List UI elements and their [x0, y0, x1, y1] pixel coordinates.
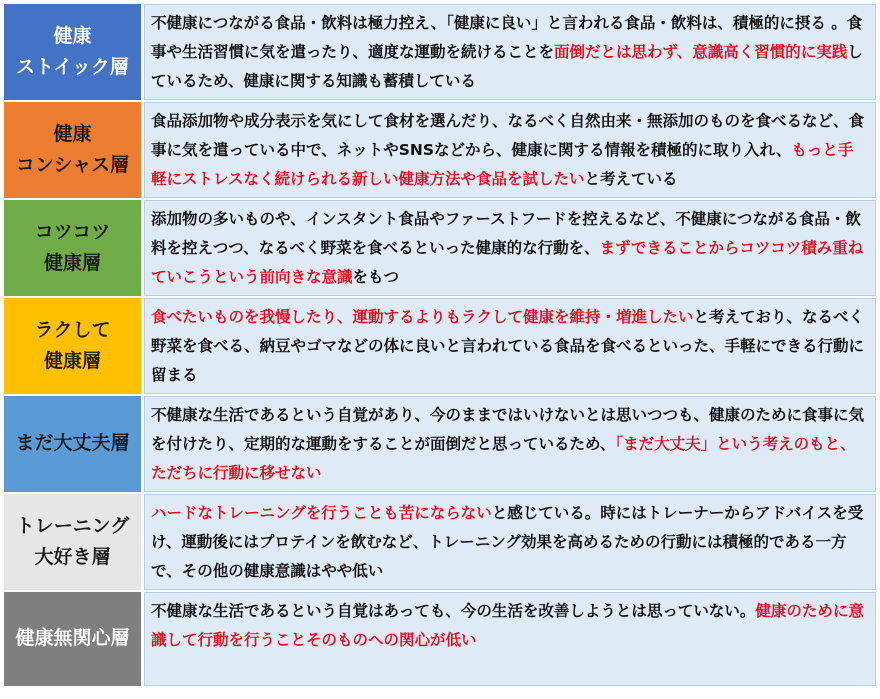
segment-label — [4, 102, 144, 198]
table-row — [4, 4, 876, 100]
segment-label-line: 健康層 — [43, 350, 101, 372]
segment-label-line: 大好き層 — [34, 546, 111, 568]
segment-label-line: ラクして — [34, 318, 111, 341]
segment-label — [4, 494, 144, 590]
description-text: しているため、健康に関する知識も蓄積している — [151, 43, 863, 90]
description-text: 添加物の多いものや、インスタント食品やファーストフードを控えるなど、不健康につながる食品・飲料を控えつつ、なるべく野菜を食べるといった健康的な行動を、 — [151, 210, 861, 257]
segment-label — [4, 4, 144, 100]
segment-description — [144, 298, 876, 394]
description-highlight: ハードなトレーニングを行うことも苦にならない — [151, 504, 492, 522]
segment-description — [144, 494, 876, 590]
segment-label-line: 健康 — [53, 122, 92, 145]
segment-label-line: ストイック層 — [16, 56, 129, 78]
description-text: 不健康につながる食品・飲料は極力控え、「健康に良い」と言われる食品・飲料は、積極的に摂る 。食事や生活習慣に気を遣ったり、適度な運動を続けることを — [151, 14, 863, 61]
segment-label — [4, 200, 144, 296]
table-row — [4, 592, 876, 686]
segment-description — [144, 102, 876, 198]
description-highlight: 健康のために意識して行動を行うことそのものへの関心が低い — [151, 602, 864, 649]
description-text: をもつ — [352, 268, 400, 286]
description-text: 不健康な生活であるという自覚があり、今のままではいけないとは思いつつも、健康のために食事に気を付けたり、定期的な運動をすることが面倒だと思っているため、 — [151, 406, 865, 453]
description-text: と考えている — [584, 170, 678, 188]
segment-description — [144, 200, 876, 296]
segment-label-line: 健康 — [53, 24, 92, 47]
segment-label — [4, 298, 144, 394]
description-highlight: 「まだ大丈夫」という考えのもと、ただちに行動に移せない — [151, 435, 856, 482]
description-text: 不健康な生活であるという自覚はあっても、今の生活を改善しようとは思っていない。 — [151, 602, 756, 620]
segment-label-line: コンシャス層 — [15, 154, 130, 176]
segment-description — [144, 4, 876, 100]
segment-label — [4, 592, 144, 686]
description-highlight: もっと手軽にストレスなく続けられる新しい健康方法や食品を試したい — [151, 141, 854, 188]
description-text: 食品添加物や成分表示を気にして食材を選んだり、なるべく自然由来・無添加のものを食べるなど、食事に気を遣っている中で、ネットやSNSなどから、健康に関する情報を積極的に取り入れ、 — [151, 112, 865, 159]
description-highlight: 食べたいものを我慢したり、運動するよりもラクして健康を維持・増進したい — [151, 308, 694, 326]
segment-label — [4, 396, 144, 492]
segment-description — [144, 396, 876, 492]
table-row — [4, 102, 876, 198]
description-highlight: 面倒だとは思わず、意識高く習慣的に実践 — [554, 43, 848, 61]
segment-description — [144, 592, 876, 686]
description-highlight: まずできることからコツコツ積み重ねていこうという前向きな意識 — [151, 239, 864, 286]
description-text: と感じている。時にはトレーナーからアドバイスを受け、運動後にはプロテインを飲むなど、トレーニング効果を高めるための行動には積極的である一方で、その他の健康意識はやや低い — [151, 504, 864, 580]
table-row — [4, 298, 876, 394]
segment-label-line: トレーニング — [15, 514, 130, 537]
table-row — [4, 494, 876, 590]
segment-label-line: 健康層 — [43, 252, 101, 274]
table-row — [4, 396, 876, 492]
segment-label-line: まだ大丈夫層 — [15, 432, 130, 455]
segment-label-line: コツコツ — [34, 220, 111, 243]
table-row — [4, 200, 876, 296]
segment-label-line: 健康無関心層 — [15, 627, 130, 650]
description-text: と考えており、なるべく野菜を食べる、納豆やゴマなどの体に良いと言われている食品を食べるといった、手軽にできる行動に留まる — [151, 308, 865, 384]
segment-table — [4, 4, 876, 686]
